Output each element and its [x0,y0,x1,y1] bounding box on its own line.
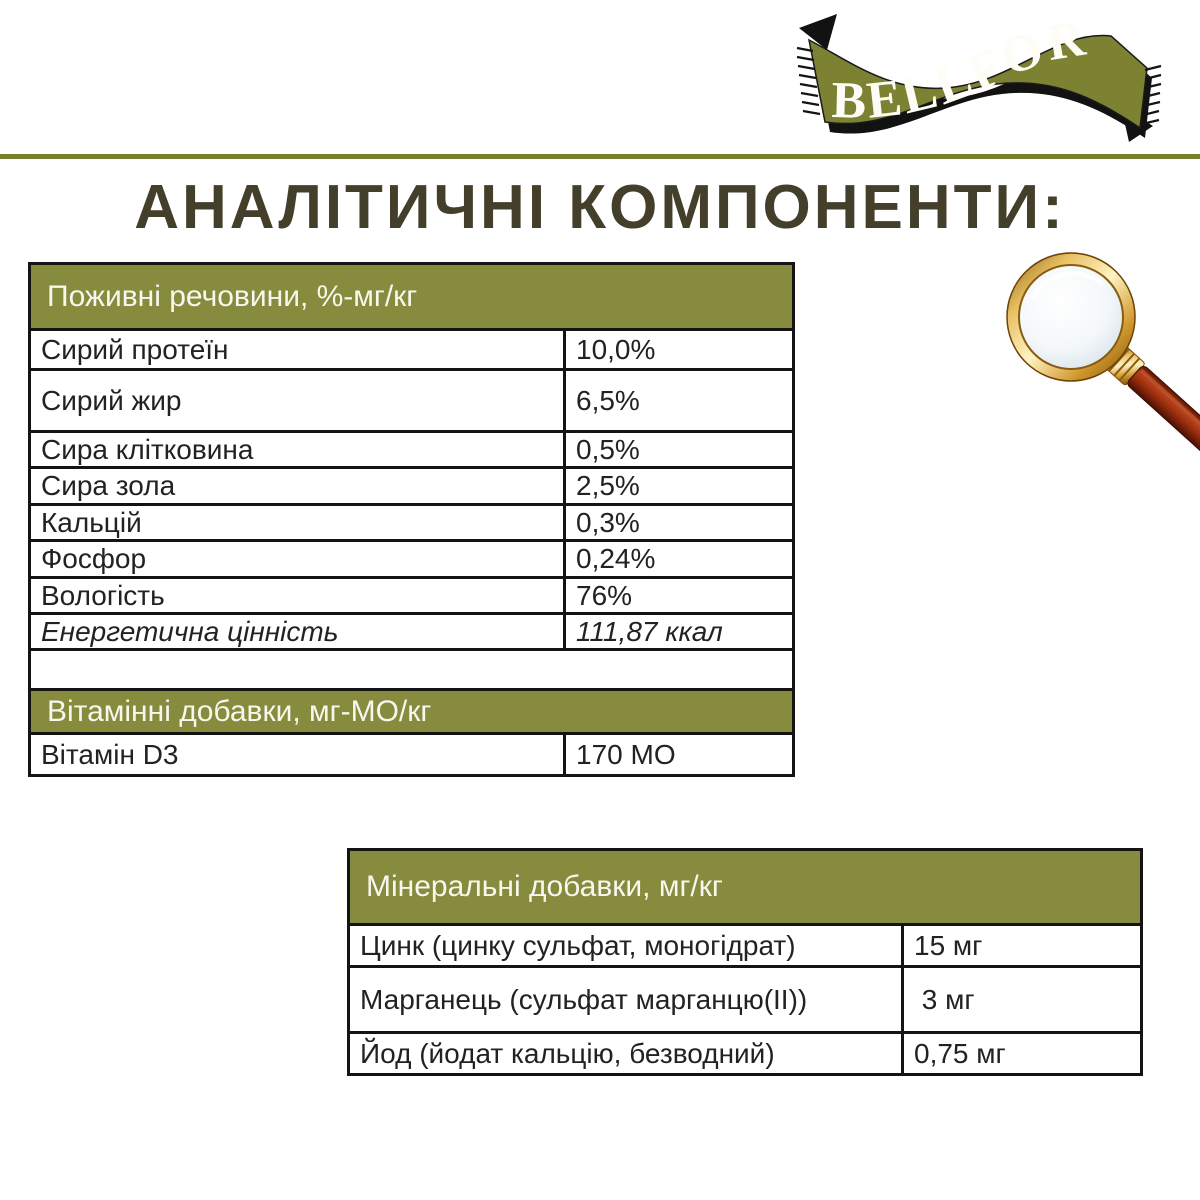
nutrient-value: 2,5% [565,468,794,504]
nutrient-label: Енергетична цінність [30,613,565,649]
nutrient-label: Сирий жир [30,370,565,432]
mineral-value: 3 мг [903,967,1142,1033]
nutrients-header-row [30,264,794,330]
mineral-value: 15 мг [903,925,1142,967]
table-row [349,967,1142,1033]
nutrient-value: 76% [565,577,794,613]
spacer-row [30,650,794,690]
table-row [30,504,794,540]
nutrient-label: Вологість [30,577,565,613]
minerals-table [347,848,1143,1076]
table-row [30,432,794,468]
table-row [30,577,794,613]
minerals-header-row [349,850,1142,925]
nutrient-value: 6,5% [565,370,794,432]
minerals-section-header: Мінеральні добавки, мг/кг [349,850,1142,925]
table-row [30,330,794,370]
nutrients-table [28,262,795,777]
table-row [30,734,794,776]
nutrient-label: Сирий протеїн [30,330,565,370]
table-row [30,468,794,504]
mineral-label: Цинк (цинку сульфат, моногідрат) [349,925,903,967]
vitamins-header-row [30,690,794,734]
nutrient-value: 111,87 ккал [565,613,794,649]
mineral-label: Йод (йодат кальцію, безводний) [349,1033,903,1075]
magnifying-glass-icon [985,245,1200,460]
nutrient-value: 10,0% [565,330,794,370]
table-row [30,541,794,577]
nutrients-section-header: Поживні речовини, %-мг/кг [30,264,794,330]
page-title: АНАЛІТИЧНІ КОМПОНЕНТИ: [134,173,1066,242]
mineral-value: 0,75 мг [903,1033,1142,1075]
ribbon-banner-icon [793,8,1165,150]
table-row [30,613,794,649]
vitamin-value: 170 МО [565,734,794,776]
table-row [349,925,1142,967]
divider-line [0,154,1200,159]
nutrient-value: 0,24% [565,541,794,577]
nutrient-value: 0,5% [565,432,794,468]
bellfor-logo [793,8,1165,150]
nutrient-label: Сира клітковина [30,432,565,468]
nutrient-label: Фосфор [30,541,565,577]
vitamin-label: Вітамін D3 [30,734,565,776]
nutrient-label: Кальцій [30,504,565,540]
nutrient-value: 0,3% [565,504,794,540]
table-row [349,1033,1142,1075]
spacer-cell [30,650,794,690]
mineral-label: Марганець (сульфат марганцю(II)) [349,967,903,1033]
table-row [30,370,794,432]
nutrient-label: Сира зола [30,468,565,504]
bellfor-logo-text: BELLFOR [830,9,1092,130]
vitamins-section-header: Вітамінні добавки, мг-МО/кг [30,690,794,734]
